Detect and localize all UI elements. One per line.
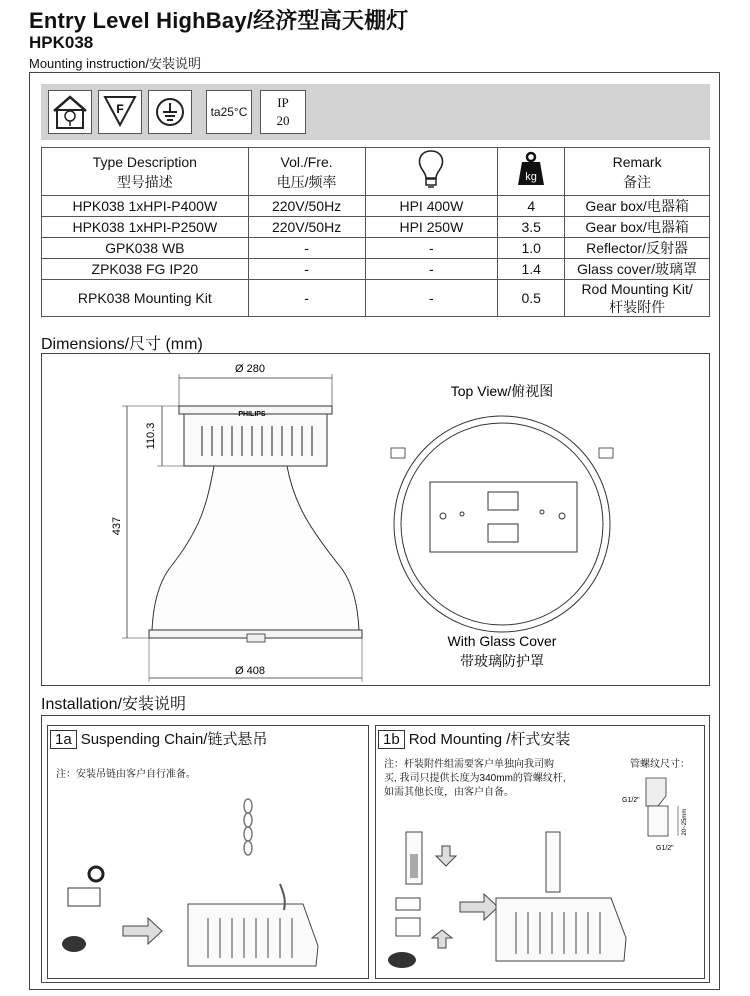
earth-ground-icon (148, 90, 192, 134)
weight-icon (498, 148, 565, 196)
dimensions-title: Dimensions/尺寸 (mm) (41, 336, 203, 353)
indoor-use-icon (48, 90, 92, 134)
height-total-label: 437 (111, 516, 123, 536)
table-row: HPK038 1xHPI-P250W 220V/50Hz HPI 250W 3.5 Gear box/电器箱 (42, 217, 710, 238)
ip-value: 20 (276, 113, 290, 128)
table-row: HPK038 1xHPI-P400W 220V/50Hz HPI 400W 4 Gear box/电器箱 (42, 196, 710, 217)
table-header-row (42, 148, 710, 196)
ambient-temperature-rating (206, 90, 252, 134)
step-1b-panel (375, 725, 705, 979)
glass-cover-label-en: With Glass Cover (447, 633, 557, 649)
step-1a-panel (47, 725, 369, 979)
step-1a-note: 注：安装吊链由客户自行准备。 (56, 769, 196, 780)
table-row: RPK038 Mounting Kit - - 0.5 Rod Mounting Kit/ 杆装附件 (42, 280, 710, 317)
diameter-bottom-label: Ø 408 (235, 665, 265, 677)
diameter-top-label: Ø 280 (235, 363, 265, 375)
lamp-bulb-icon (365, 148, 498, 196)
weight-unit-label: kg (525, 171, 538, 183)
certification-symbol-bar (41, 84, 710, 140)
header-remark: Remark 备注 (565, 148, 710, 196)
thread-length-label: 20~25mm (682, 808, 688, 836)
step-1a-title: Suspending Chain/链式悬吊 (80, 731, 268, 748)
ip-label: IP (277, 95, 289, 110)
table-row: ZPK038 FG IP20 - - 1.4 Glass cover/玻璃罩 (42, 259, 710, 280)
chain-mounting-illustration (48, 786, 368, 978)
dimensions-panel (41, 353, 710, 686)
document-subtitle: Mounting instruction/安装说明 (29, 56, 201, 71)
header-voltage: Vol./Fre. 电压/频率 (248, 148, 365, 196)
ip-rating-box (260, 90, 306, 134)
height-gear-label: 110.3 (145, 422, 157, 450)
top-view-label: Top View/俯视图 (450, 383, 554, 399)
rod-mounting-illustration (376, 826, 704, 978)
thread-g2-label: G1/2" (656, 845, 674, 852)
ambient-temperature-label: ta25°C (210, 105, 248, 119)
brand-mark-side: PHILIPS (238, 411, 266, 418)
thread-g1-label: G1/2" (622, 797, 640, 804)
thread-size-label: 管螺纹尺寸： (630, 759, 690, 770)
table-row: GPK038 WB - - 1.0 Reflector/反射器 (42, 238, 710, 259)
header-type: Type Description 型号描述 (42, 148, 249, 196)
specification-table (41, 147, 710, 317)
step-1b-note: 注：杆装附件组需要客户单独向我司购 买, 我司只提供长度为340mm的管螺纹杆, 如需其他长度，由客户自备。 (384, 759, 566, 798)
document-title: Entry Level HighBay/经济型高天棚灯 (29, 8, 409, 33)
model-number: HPK038 (29, 33, 94, 52)
class-f-label: F (116, 102, 124, 116)
step-1a-heading (50, 728, 267, 749)
class-f-mounting-icon (98, 90, 142, 134)
step-1a-number: 1a (50, 730, 77, 749)
step-1b-heading (378, 728, 570, 749)
glass-cover-label-cn: 带玻璃防护罩 (460, 653, 544, 669)
dimension-drawing (42, 354, 708, 684)
installation-title: Installation/安装说明 (41, 696, 186, 713)
step-1b-number: 1b (378, 730, 405, 749)
step-1b-title: Rod Mounting /杆式安装 (408, 731, 571, 748)
